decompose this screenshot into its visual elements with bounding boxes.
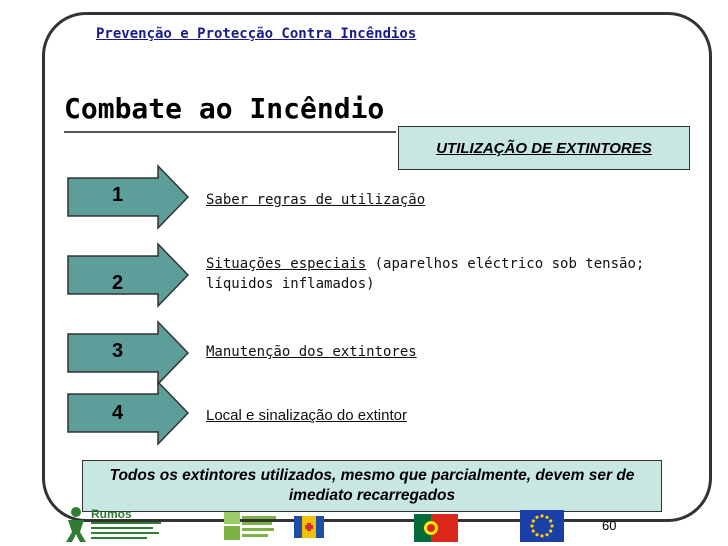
step-text-3 (206, 342, 417, 362)
step-number-2: 2 (112, 272, 124, 294)
eu-flag-icon (520, 510, 564, 542)
step-arrow-1 (66, 164, 190, 230)
step-number-3: 3 (112, 340, 124, 362)
step-arrow-3 (66, 320, 190, 386)
note-text: Todos os extintores utilizados, mesmo que parcialmente, devem ser de imediato recarregados (109, 467, 635, 504)
step-text-4 (206, 406, 407, 426)
step-text-3-link: Manutenção dos extintores (206, 344, 417, 360)
step-text-4-link: Local e sinalização do extintor (206, 407, 407, 424)
header-title: Prevenção e Protecção Contra Incêndios (96, 26, 417, 42)
step-arrow-2 (66, 242, 190, 308)
qren-logo (222, 510, 282, 542)
page-number: 60 (602, 518, 617, 533)
portugal-flag-icon (414, 514, 458, 542)
madeira-flag-icon (294, 516, 324, 538)
title-underline (64, 131, 396, 133)
step-number-1: 1 (112, 184, 124, 206)
section-label: UTILIZAÇÃO DE EXTINTORES (436, 139, 652, 157)
step-arrow-4 (66, 380, 190, 446)
step-text-2 (206, 254, 666, 294)
step-text-2-rest: (aparelhos eléctrico sob tensão; líquidos inflamados) (206, 256, 645, 292)
step-text-1-link: Saber regras de utilização (206, 192, 426, 208)
page-title: Combate ao Incêndio (64, 92, 385, 125)
step-text-1 (206, 190, 425, 210)
step-text-2-link: Situações especiais (206, 256, 367, 272)
svg-text:Rumos: Rumos (91, 507, 132, 521)
rumos-logo (64, 504, 194, 544)
step-number-4: 4 (112, 402, 124, 424)
section-label-box (398, 126, 690, 170)
